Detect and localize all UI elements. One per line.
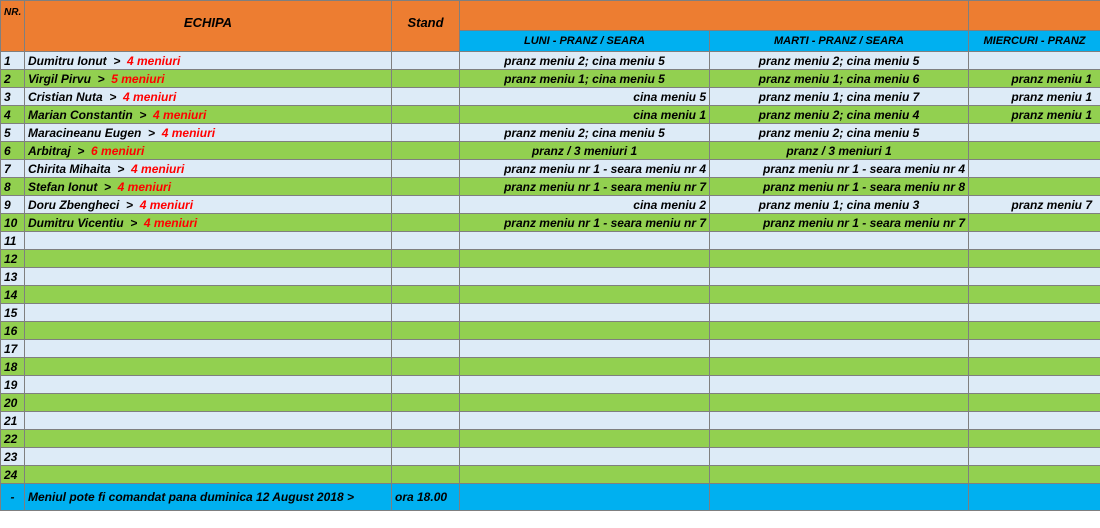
marti-cell: pranz meniu nr 1 - seara meniu nr 4 bbox=[710, 160, 969, 178]
marti-cell bbox=[710, 394, 969, 412]
row-number: 1 bbox=[1, 52, 25, 70]
team-menu-count: 4 meniuri bbox=[123, 89, 177, 104]
marti-cell bbox=[710, 268, 969, 286]
stand-cell bbox=[392, 394, 460, 412]
row-number: 20 bbox=[1, 394, 25, 412]
team-menu-count: 4 meniuri bbox=[139, 197, 194, 212]
table-row bbox=[1, 268, 1100, 286]
table-row bbox=[1, 376, 1100, 394]
table-row bbox=[1, 178, 1100, 196]
miercuri-cell bbox=[969, 412, 1100, 430]
team-cell bbox=[25, 286, 392, 304]
team-cell bbox=[25, 196, 392, 214]
team-menu-count: 6 meniuri bbox=[91, 143, 145, 158]
stand-cell bbox=[392, 178, 460, 196]
team-cell bbox=[25, 52, 392, 70]
team-cell bbox=[25, 304, 392, 322]
team-menu-count: 4 meniuri bbox=[161, 125, 216, 140]
stand-cell bbox=[392, 124, 460, 142]
luni-cell: pranz meniu 2; cina meniu 5 bbox=[460, 124, 710, 142]
team-cell bbox=[25, 232, 392, 250]
team-cell bbox=[25, 160, 392, 178]
marti-cell: pranz meniu 1; cina meniu 6 bbox=[710, 70, 969, 88]
header-echipa: ECHIPA bbox=[25, 1, 392, 52]
stand-cell bbox=[392, 322, 460, 340]
marti-cell: pranz meniu 2; cina meniu 4 bbox=[710, 106, 969, 124]
luni-cell bbox=[460, 322, 710, 340]
team-cell bbox=[25, 430, 392, 448]
team-cell bbox=[25, 214, 392, 232]
team-cell bbox=[25, 412, 392, 430]
luni-cell: pranz meniu nr 1 - seara meniu nr 7 bbox=[460, 178, 710, 196]
stand-cell bbox=[392, 376, 460, 394]
table-row bbox=[1, 250, 1100, 268]
row-number: 12 bbox=[1, 250, 25, 268]
stand-cell bbox=[392, 466, 460, 484]
row-number: 16 bbox=[1, 322, 25, 340]
luni-cell bbox=[460, 286, 710, 304]
row-number: 21 bbox=[1, 412, 25, 430]
luni-cell: cina meniu 2 bbox=[460, 196, 710, 214]
row-number: 23 bbox=[1, 448, 25, 466]
table-row bbox=[1, 70, 1100, 88]
team-cell bbox=[25, 448, 392, 466]
table-row bbox=[1, 232, 1100, 250]
team-name: Maracineanu Eugen bbox=[28, 125, 142, 140]
miercuri-cell bbox=[969, 448, 1100, 466]
stand-cell bbox=[392, 268, 460, 286]
miercuri-cell bbox=[969, 232, 1100, 250]
marti-cell bbox=[710, 286, 969, 304]
row-number: 8 bbox=[1, 178, 25, 196]
miercuri-cell bbox=[969, 340, 1100, 358]
header-miercuri: MIERCURI - PRANZ bbox=[969, 31, 1100, 52]
miercuri-cell bbox=[969, 160, 1100, 178]
team-name: Dumitru Vicentiu bbox=[28, 215, 124, 230]
team-name: Doru Zbengheci bbox=[28, 197, 120, 212]
row-number: 22 bbox=[1, 430, 25, 448]
team-cell bbox=[25, 466, 392, 484]
table-body bbox=[1, 52, 1100, 484]
marti-cell bbox=[710, 340, 969, 358]
luni-cell bbox=[460, 304, 710, 322]
header-marti: MARTI - PRANZ / SEARA bbox=[710, 31, 969, 52]
luni-cell bbox=[460, 394, 710, 412]
table-row bbox=[1, 142, 1100, 160]
luni-cell: cina meniu 5 bbox=[460, 88, 710, 106]
luni-cell bbox=[460, 358, 710, 376]
miercuri-cell bbox=[969, 124, 1100, 142]
team-cell bbox=[25, 142, 392, 160]
team-name: Marian Constantin bbox=[28, 107, 133, 122]
stand-cell bbox=[392, 214, 460, 232]
marti-cell bbox=[710, 322, 969, 340]
stand-cell bbox=[392, 250, 460, 268]
luni-cell bbox=[460, 232, 710, 250]
row-number: 2 bbox=[1, 70, 25, 88]
team-separator: > bbox=[102, 89, 124, 104]
team-separator: > bbox=[119, 197, 140, 212]
table-row bbox=[1, 160, 1100, 178]
row-number: 9 bbox=[1, 196, 25, 214]
luni-cell bbox=[460, 466, 710, 484]
table-row bbox=[1, 322, 1100, 340]
stand-cell bbox=[392, 142, 460, 160]
luni-cell: pranz meniu nr 1 - seara meniu nr 7 bbox=[460, 214, 710, 232]
footer-nr: - bbox=[1, 484, 25, 511]
miercuri-cell bbox=[969, 466, 1100, 484]
header-blank-orange-2 bbox=[969, 1, 1100, 31]
team-separator: > bbox=[90, 71, 112, 86]
footer-note: Meniul pote fi comandat pana duminica 12 August 2018 > bbox=[25, 484, 392, 511]
team-name: Arbitraj bbox=[28, 143, 71, 158]
header-stand: Stand bbox=[392, 1, 460, 52]
marti-cell bbox=[710, 466, 969, 484]
team-cell bbox=[25, 70, 392, 88]
luni-cell bbox=[460, 340, 710, 358]
team-separator: > bbox=[132, 107, 154, 122]
marti-cell bbox=[710, 448, 969, 466]
team-separator: > bbox=[97, 179, 118, 194]
team-name: Dumitru Ionut bbox=[28, 53, 107, 68]
row-number: 24 bbox=[1, 466, 25, 484]
team-menu-count: 4 meniuri bbox=[143, 215, 198, 230]
marti-cell: pranz meniu 1; cina meniu 7 bbox=[710, 88, 969, 106]
luni-cell: pranz / 3 meniuri 1 bbox=[460, 142, 710, 160]
stand-cell bbox=[392, 52, 460, 70]
marti-cell: pranz / 3 meniuri 1 bbox=[710, 142, 969, 160]
miercuri-cell bbox=[969, 268, 1100, 286]
luni-cell bbox=[460, 250, 710, 268]
miercuri-cell bbox=[969, 178, 1100, 196]
team-cell bbox=[25, 178, 392, 196]
table-row bbox=[1, 304, 1100, 322]
team-menu-count: 4 meniuri bbox=[153, 107, 207, 122]
footer-blank-marti bbox=[710, 484, 969, 511]
stand-cell bbox=[392, 88, 460, 106]
header-blank-orange bbox=[460, 1, 969, 31]
team-menu-count: 4 meniuri bbox=[117, 179, 172, 194]
team-menu-count: 4 meniuri bbox=[127, 53, 181, 68]
team-cell bbox=[25, 88, 392, 106]
team-cell bbox=[25, 124, 392, 142]
stand-cell bbox=[392, 232, 460, 250]
team-cell bbox=[25, 322, 392, 340]
table-row bbox=[1, 358, 1100, 376]
footer-row bbox=[1, 484, 1100, 511]
team-separator: > bbox=[141, 125, 162, 140]
luni-cell bbox=[460, 412, 710, 430]
stand-cell bbox=[392, 430, 460, 448]
header-luni: LUNI - PRANZ / SEARA bbox=[460, 31, 710, 52]
luni-cell bbox=[460, 448, 710, 466]
row-number: 19 bbox=[1, 376, 25, 394]
miercuri-cell bbox=[969, 394, 1100, 412]
row-number: 5 bbox=[1, 124, 25, 142]
stand-cell bbox=[392, 304, 460, 322]
row-number: 14 bbox=[1, 286, 25, 304]
team-cell bbox=[25, 106, 392, 124]
marti-cell: pranz meniu 2; cina meniu 5 bbox=[710, 124, 969, 142]
miercuri-cell bbox=[969, 304, 1100, 322]
miercuri-cell bbox=[969, 214, 1100, 232]
table-row bbox=[1, 286, 1100, 304]
team-name: Cristian Nuta bbox=[28, 89, 103, 104]
stand-cell bbox=[392, 106, 460, 124]
row-number: 17 bbox=[1, 340, 25, 358]
footer-blank-miercuri bbox=[969, 484, 1100, 511]
luni-cell: pranz meniu nr 1 - seara meniu nr 4 bbox=[460, 160, 710, 178]
stand-cell bbox=[392, 160, 460, 178]
miercuri-cell: pranz meniu 1 bbox=[969, 88, 1100, 106]
luni-cell: cina meniu 1 bbox=[460, 106, 710, 124]
stand-cell bbox=[392, 412, 460, 430]
stand-cell bbox=[392, 340, 460, 358]
miercuri-cell bbox=[969, 142, 1100, 160]
team-cell bbox=[25, 268, 392, 286]
marti-cell: pranz meniu nr 1 - seara meniu nr 7 bbox=[710, 214, 969, 232]
footer-blank-luni bbox=[460, 484, 710, 511]
team-name: Chirita Mihaita bbox=[28, 161, 111, 176]
team-name: Virgil Pirvu bbox=[28, 71, 91, 86]
stand-cell bbox=[392, 448, 460, 466]
stand-cell bbox=[392, 358, 460, 376]
miercuri-cell: pranz meniu 7 bbox=[969, 196, 1100, 214]
table-row bbox=[1, 214, 1100, 232]
marti-cell bbox=[710, 304, 969, 322]
miercuri-cell bbox=[969, 376, 1100, 394]
marti-cell bbox=[710, 412, 969, 430]
table-row bbox=[1, 412, 1100, 430]
miercuri-cell bbox=[969, 52, 1100, 70]
team-separator: > bbox=[123, 215, 144, 230]
team-menu-count: 4 meniuri bbox=[131, 161, 185, 176]
luni-cell bbox=[460, 268, 710, 286]
marti-cell: pranz meniu 2; cina meniu 5 bbox=[710, 52, 969, 70]
marti-cell bbox=[710, 232, 969, 250]
miercuri-cell: pranz meniu 1 bbox=[969, 70, 1100, 88]
team-separator: > bbox=[110, 161, 132, 176]
row-number: 7 bbox=[1, 160, 25, 178]
table-row bbox=[1, 430, 1100, 448]
row-number: 10 bbox=[1, 214, 25, 232]
miercuri-cell bbox=[969, 250, 1100, 268]
row-number: 15 bbox=[1, 304, 25, 322]
marti-cell bbox=[710, 358, 969, 376]
luni-cell bbox=[460, 376, 710, 394]
miercuri-cell bbox=[969, 286, 1100, 304]
row-number: 3 bbox=[1, 88, 25, 106]
miercuri-cell bbox=[969, 322, 1100, 340]
table-row bbox=[1, 88, 1100, 106]
table-row bbox=[1, 466, 1100, 484]
footer-time: ora 18.00 bbox=[392, 484, 460, 511]
marti-cell bbox=[710, 430, 969, 448]
row-number: 6 bbox=[1, 142, 25, 160]
row-number: 4 bbox=[1, 106, 25, 124]
table-row bbox=[1, 340, 1100, 358]
luni-cell: pranz meniu 2; cina meniu 5 bbox=[460, 52, 710, 70]
team-cell bbox=[25, 358, 392, 376]
miercuri-cell bbox=[969, 358, 1100, 376]
marti-cell: pranz meniu 1; cina meniu 3 bbox=[710, 196, 969, 214]
table-row bbox=[1, 52, 1100, 70]
team-separator: > bbox=[70, 143, 92, 158]
team-separator: > bbox=[106, 53, 127, 68]
header-nr: NR. bbox=[1, 1, 25, 52]
team-cell bbox=[25, 376, 392, 394]
table-row bbox=[1, 196, 1100, 214]
team-name: Stefan Ionut bbox=[28, 179, 98, 194]
table-row bbox=[1, 106, 1100, 124]
team-cell bbox=[25, 394, 392, 412]
marti-cell bbox=[710, 376, 969, 394]
row-number: 11 bbox=[1, 232, 25, 250]
marti-cell bbox=[710, 250, 969, 268]
miercuri-cell bbox=[969, 430, 1100, 448]
marti-cell: pranz meniu nr 1 - seara meniu nr 8 bbox=[710, 178, 969, 196]
miercuri-cell: pranz meniu 1 bbox=[969, 106, 1100, 124]
row-number: 18 bbox=[1, 358, 25, 376]
table-row bbox=[1, 124, 1100, 142]
stand-cell bbox=[392, 70, 460, 88]
row-number: 13 bbox=[1, 268, 25, 286]
stand-cell bbox=[392, 196, 460, 214]
stand-cell bbox=[392, 286, 460, 304]
luni-cell bbox=[460, 430, 710, 448]
table-row bbox=[1, 394, 1100, 412]
team-menu-count: 5 meniuri bbox=[111, 71, 165, 86]
luni-cell: pranz meniu 1; cina meniu 5 bbox=[460, 70, 710, 88]
team-cell bbox=[25, 250, 392, 268]
team-cell bbox=[25, 340, 392, 358]
table-row bbox=[1, 448, 1100, 466]
